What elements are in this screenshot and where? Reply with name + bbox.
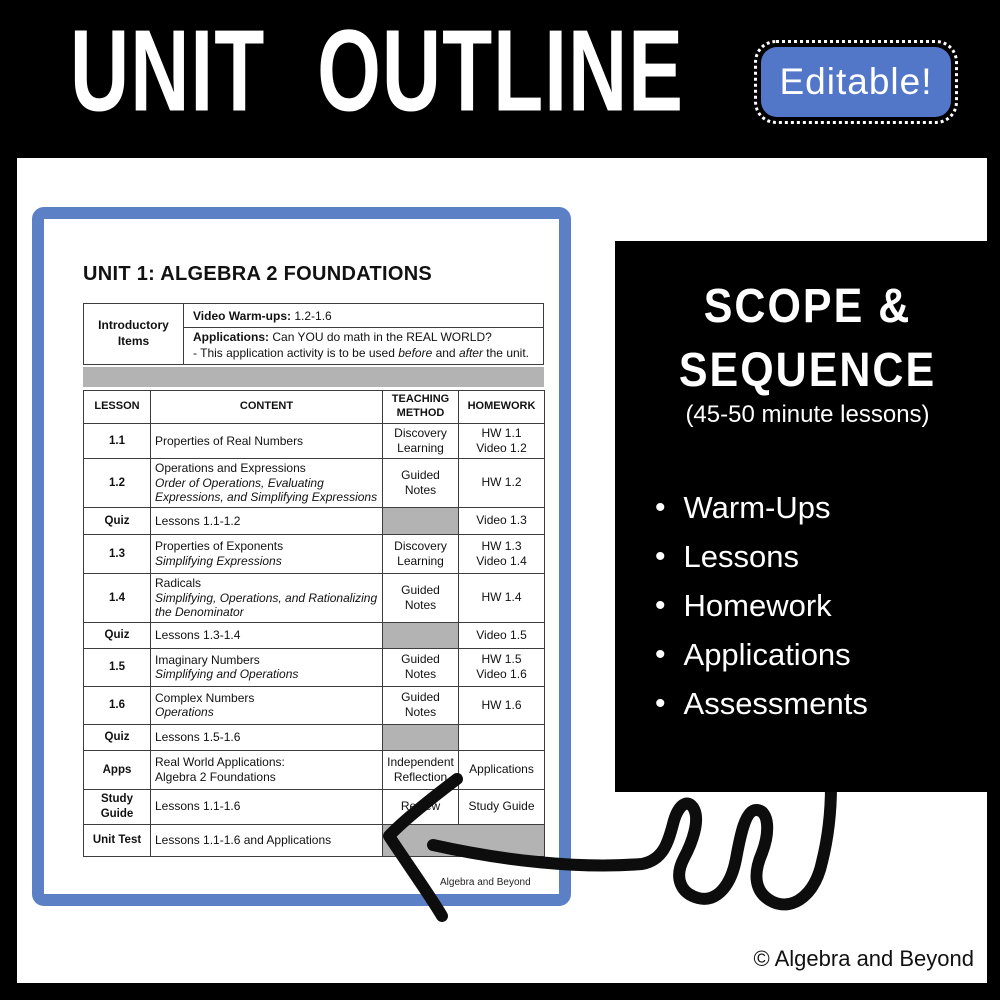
intro-applications-line2	[193, 346, 534, 362]
cell-lesson: Unit Test	[84, 824, 151, 856]
text-segment: Video Warm-ups:	[193, 308, 292, 323]
cell-teaching-method: Review	[383, 789, 459, 824]
text-segment: before	[398, 346, 433, 361]
bullet-icon: •	[655, 637, 666, 671]
intro-label: Introductory Items	[84, 304, 184, 364]
text-segment: after	[458, 346, 483, 361]
cell-homework	[459, 459, 545, 508]
homework-line: Video 1.3	[476, 513, 527, 528]
cell-lesson: Quiz	[84, 622, 151, 648]
content-main: Lessons 1.3-1.4	[155, 627, 241, 642]
homework-line: HW 1.2	[481, 475, 522, 490]
homework-line: HW 1.1	[481, 426, 522, 440]
outline-table	[83, 390, 545, 857]
cell-content	[151, 459, 383, 508]
content-main: Imaginary Numbers	[155, 652, 260, 667]
cell-teaching-method	[383, 622, 459, 648]
cell-content	[151, 622, 383, 648]
cell-homework	[459, 534, 545, 573]
cell-homework	[459, 573, 545, 622]
feature-list	[655, 483, 990, 728]
cell-merged-gray	[383, 824, 545, 856]
cell-content	[151, 724, 383, 750]
unit-outline-document	[32, 207, 571, 906]
cell-lesson: 1.3	[84, 534, 151, 573]
feature-label: Applications	[683, 636, 851, 672]
content-sub: Operations	[155, 705, 214, 720]
feature-item	[655, 483, 990, 532]
bullet-icon: •	[655, 686, 666, 720]
content-main: Lessons 1.1-1.2	[155, 513, 241, 528]
cell-content	[151, 424, 383, 459]
cell-teaching-method	[383, 724, 459, 750]
intro-right	[184, 304, 543, 364]
cell-teaching-method: Guided Notes	[383, 648, 459, 686]
homework-line: Video 1.4	[476, 553, 527, 568]
cell-lesson: 1.1	[84, 424, 151, 459]
content-main: Complex Numbers	[155, 690, 255, 705]
cell-teaching-method: Guided Notes	[383, 459, 459, 508]
cell-homework	[459, 648, 545, 686]
table-row	[84, 573, 545, 622]
text-segment: the unit.	[482, 346, 529, 361]
cell-teaching-method: Independent Reflection	[383, 750, 459, 789]
editable-badge-fill	[761, 47, 951, 117]
cell-lesson: Study Guide	[84, 789, 151, 824]
homework-line: Video 1.5	[476, 627, 527, 642]
feature-label: Lessons	[683, 538, 799, 574]
feature-item	[655, 532, 990, 581]
intro-warmups-row	[184, 304, 543, 328]
table-row	[84, 424, 545, 459]
panel-subtitle: (45-50 minute lessons)	[685, 401, 930, 428]
cell-homework	[459, 424, 545, 459]
text-segment: 1.2-1.6	[291, 308, 332, 323]
table-header-row	[84, 391, 545, 424]
page-title: UNIT OUTLINE	[70, 6, 684, 137]
cell-content	[151, 750, 383, 789]
content-sub: Simplifying Expressions	[155, 553, 282, 568]
feature-label: Homework	[683, 587, 832, 623]
table-row	[84, 824, 545, 856]
intro-applications-line1	[193, 330, 534, 346]
cell-content	[151, 648, 383, 686]
content-sub: Simplifying and Operations	[155, 667, 299, 682]
cell-homework	[459, 724, 545, 750]
col-header-teaching: TEACHING METHOD	[383, 391, 459, 424]
cell-homework	[459, 622, 545, 648]
homework-line: HW 1.6	[481, 697, 522, 712]
scope-sequence-panel	[615, 241, 1000, 792]
col-header-lesson: LESSON	[84, 391, 151, 424]
feature-label: Warm-Ups	[683, 489, 831, 525]
intro-table	[83, 303, 544, 365]
feature-item	[655, 581, 990, 630]
editable-badge	[754, 40, 958, 124]
bullet-icon: •	[655, 539, 666, 573]
document-footer: Algebra and Beyond	[440, 877, 531, 888]
cell-teaching-method: Discovery Learning	[383, 424, 459, 459]
feature-item	[655, 679, 990, 728]
cell-content	[151, 686, 383, 724]
text-segment: - This application activity is to be used	[193, 346, 399, 361]
table-row	[84, 686, 545, 724]
content-main: Lessons 1.1-1.6 and Applications	[155, 832, 332, 847]
table-row	[84, 622, 545, 648]
cell-homework	[459, 507, 545, 534]
cell-lesson: 1.6	[84, 686, 151, 724]
cell-lesson: 1.5	[84, 648, 151, 686]
content-main: Radicals	[155, 575, 202, 590]
editable-badge-label: Editable!	[779, 61, 933, 102]
cell-content	[151, 507, 383, 534]
content-main: Properties of Exponents	[155, 539, 284, 554]
table-row	[84, 459, 545, 508]
text-segment: Can YOU do math in the REAL WORLD?	[269, 330, 492, 345]
content-sub: Order of Operations, Evaluating Expressions, and Simplifying Expressions	[155, 475, 378, 505]
homework-line: Video 1.6	[476, 667, 527, 682]
outline-table-body	[84, 424, 545, 857]
panel-title-line1: SCOPE &	[703, 279, 912, 334]
cell-lesson: Apps	[84, 750, 151, 789]
cell-lesson: 1.2	[84, 459, 151, 508]
feature-label: Assessments	[683, 685, 868, 721]
cell-teaching-method	[383, 507, 459, 534]
col-header-content: CONTENT	[151, 391, 383, 424]
content-main: Properties of Real Numbers	[155, 433, 304, 448]
content-main: Operations and Expressions	[155, 461, 306, 475]
panel-title	[615, 275, 1000, 402]
table-row	[84, 534, 545, 573]
table-row	[84, 724, 545, 750]
cell-content	[151, 824, 383, 856]
table-row	[84, 750, 545, 789]
gray-divider-band	[83, 367, 544, 387]
panel-title-line2: SEQUENCE	[678, 343, 937, 397]
content-main: Real World Applications:	[155, 755, 285, 770]
copyright: © Algebra and Beyond	[753, 946, 974, 971]
cell-homework	[459, 750, 545, 789]
table-row	[84, 507, 545, 534]
intro-applications-row	[184, 328, 543, 364]
cell-content	[151, 534, 383, 573]
text-segment: and	[432, 346, 459, 361]
cell-lesson: Quiz	[84, 507, 151, 534]
homework-line: HW 1.5	[481, 652, 522, 667]
bullet-icon: •	[655, 588, 666, 622]
content-main: Lessons 1.1-1.6	[155, 799, 241, 814]
cell-content	[151, 789, 383, 824]
intro-warmups	[193, 309, 332, 323]
table-row	[84, 648, 545, 686]
table-row	[84, 789, 545, 824]
feature-item	[655, 630, 990, 679]
cell-homework	[459, 789, 545, 824]
cell-lesson: Quiz	[84, 724, 151, 750]
cell-teaching-method: Guided Notes	[383, 686, 459, 724]
content-main: Lessons 1.5-1.6	[155, 729, 241, 744]
bullet-icon: •	[655, 490, 666, 524]
content-sub: Algebra 2 Foundations	[155, 769, 276, 784]
document-title: UNIT 1: ALGEBRA 2 FOUNDATIONS	[83, 263, 433, 285]
homework-line: HW 1.4	[481, 590, 522, 605]
col-header-homework: HOMEWORK	[459, 391, 545, 424]
cell-teaching-method: Guided Notes	[383, 573, 459, 622]
homework-line: HW 1.3	[481, 538, 522, 553]
homework-line: Applications	[469, 762, 534, 777]
cell-content	[151, 573, 383, 622]
homework-line: Video 1.2	[476, 441, 527, 455]
cell-homework	[459, 686, 545, 724]
content-sub: Simplifying, Operations, and Rationalizing the Denominator	[155, 590, 378, 620]
cell-teaching-method: Discovery Learning	[383, 534, 459, 573]
text-segment: Applications:	[193, 330, 270, 345]
cell-lesson: 1.4	[84, 573, 151, 622]
homework-line: Study Guide	[468, 799, 535, 814]
